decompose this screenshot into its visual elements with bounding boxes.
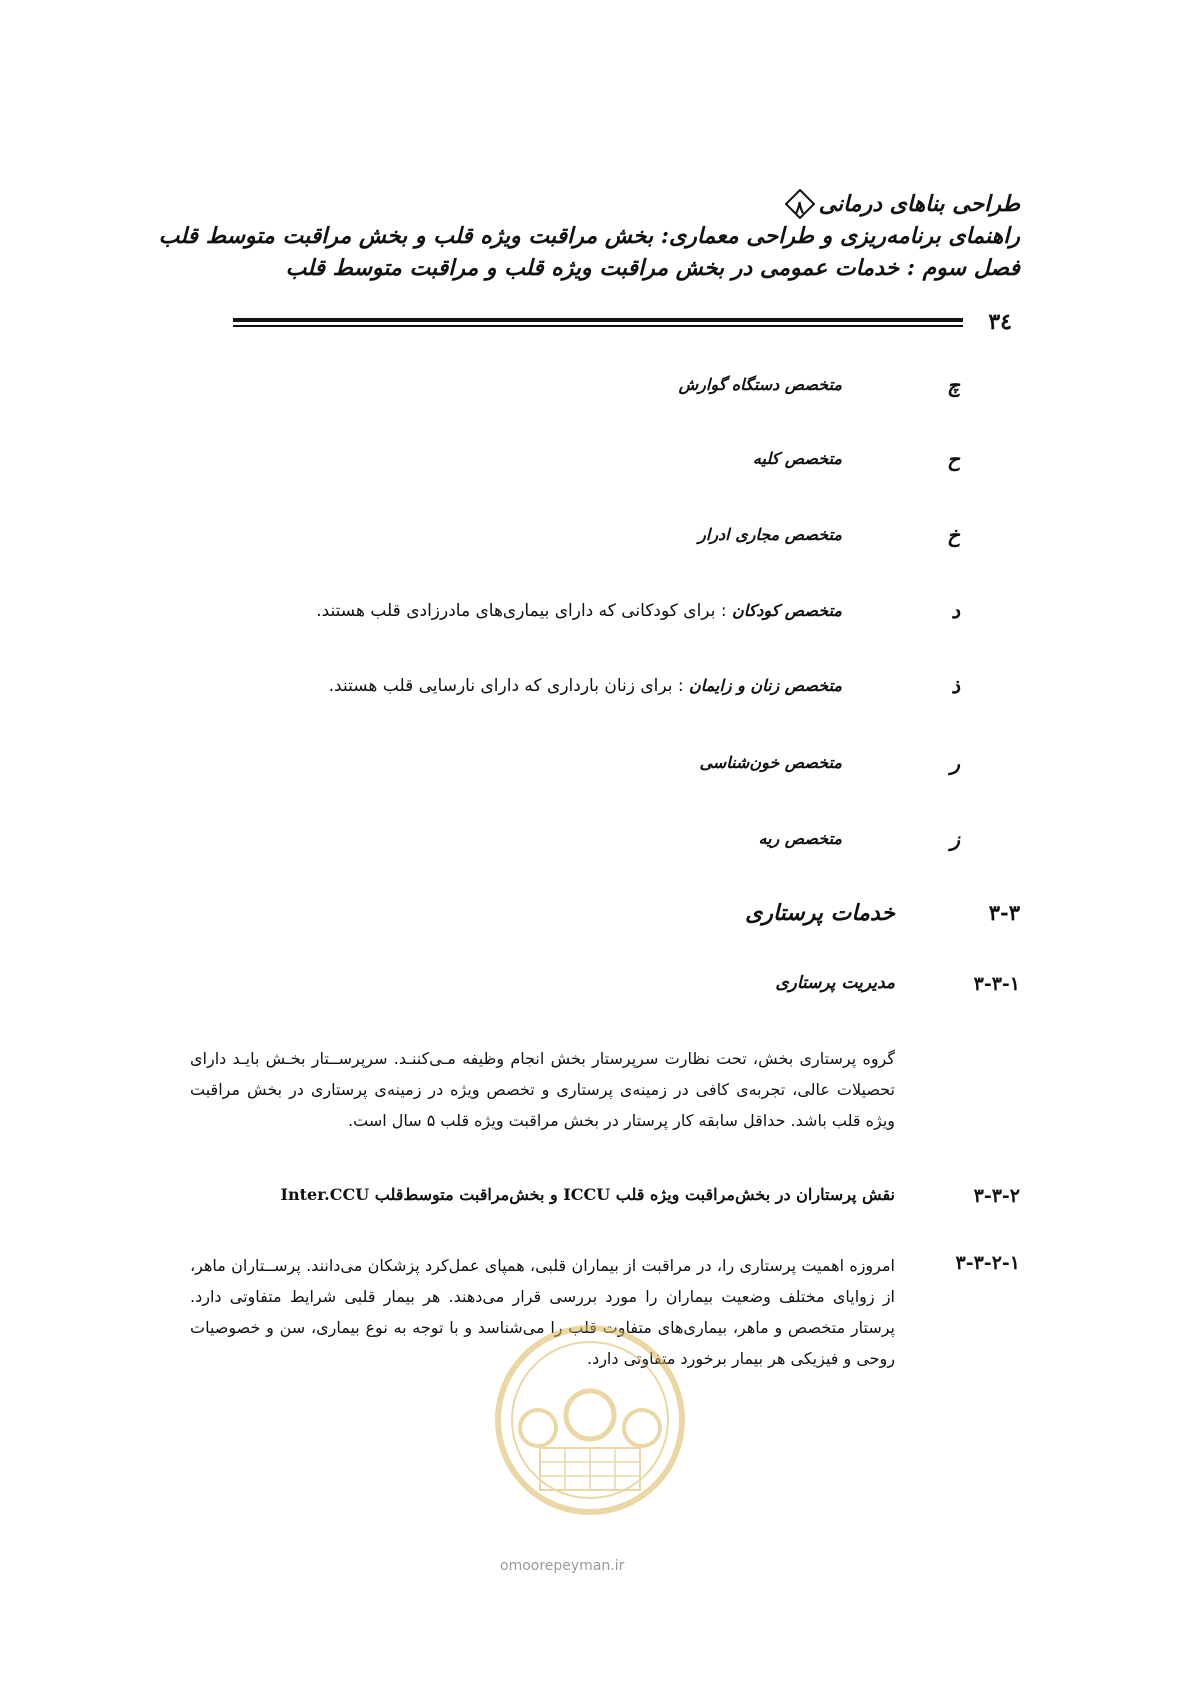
section-heading <box>190 900 1020 934</box>
specialty: متخصص کلیه <box>752 449 842 468</box>
nursing-management-paragraph: گروه پرستاری بخش، تحت نظارت سرپرستار بخش انجام وظیفه مـی‌کننـد. سرپرســتار بخـش بایـد دارای تحصیلات عالی، تجربه‌ی کافی در زمینه‌ی پرستاری و تخصص ویژه در زمینه‌ی پرستاری در بخش مراقبت ویژه قلب باشد. حداقل سابقه کار پرستار در بخش مراقبت ویژه قلب ۵ سال است. <box>190 1049 895 1130</box>
item-letter: چ <box>947 373 960 397</box>
section-number: ۳-۳ <box>988 900 1020 925</box>
page-header <box>158 188 1020 284</box>
specialty: متخصص خون‌شناسی <box>699 753 842 772</box>
header-divider <box>233 318 963 327</box>
specialty-note: : برای کودکانی که دارای بیماری‌های مادرزادی قلب هستند. <box>316 601 732 621</box>
specialty-note: : برای زنان بارداری که دارای نارسایی قلب هستند. <box>328 676 690 696</box>
specialty: متخصص کودکان <box>731 601 842 620</box>
subsection-heading <box>190 1185 1020 1215</box>
document-subtitle: راهنمای برنامه‌ریزی و طراحی معماری: بخش مراقبت ویژه قلب و بخش مراقبت متوسط قلب <box>158 223 1020 249</box>
subsection-title: مدیریت پرستاری <box>775 973 895 993</box>
divider-thick-line <box>233 318 963 322</box>
item-letter: د <box>951 599 960 623</box>
series-number-badge <box>785 189 815 219</box>
nurses-role-paragraph: امروزه اهمیت پرستاری را، در مراقبت از بیماران قلبی، همپای عمل‌کرد پزشکان می‌دانند. پرســتاران ماهر، از زوایای مختلف وضعیت بیماران را مورد بررسی قرار می‌دهند. هر بیمار قلبی شرایط متفاوتی دارد. پرستار متخصص و ماهر، بیماری‌های متفاوت قلب را می‌شناسد و با توجه به نوع بیماری، سن و خصوصیات روحی و فیزیکی هر بیمار برخورد متفاوتی دارد. <box>190 1256 895 1368</box>
series-title-row <box>200 188 1020 220</box>
section-title: خدمات پرستاری <box>745 900 895 926</box>
subsection-number: ۳-۳-۱ <box>973 973 1020 995</box>
specialty: متخصص زنان و زایمان <box>689 676 842 695</box>
seal-watermark-icon <box>490 1320 690 1520</box>
paragraph-number: ۳-۳-۲-۱ <box>955 1252 1020 1274</box>
divider-thin-line <box>233 325 963 327</box>
specialty: متخصص مجاری ادرار <box>698 525 842 544</box>
specialty: متخصص دستگاه گوارش <box>678 375 842 394</box>
watermark-site: omoorepeyman.ir <box>500 1558 625 1574</box>
series-title: طراحی بناهای درمانی <box>818 191 1020 217</box>
subsection-title: نقش پرستاران در بخش‌مراقبت ویژه قلب ICCU و بخش‌مراقبت متوسط‌قلب Inter.CCU <box>280 1185 895 1204</box>
item-letter: ح <box>947 447 960 471</box>
subsection-number: ۳-۳-۲ <box>973 1185 1020 1207</box>
item-letter: ز <box>950 827 960 851</box>
subsection-heading <box>190 973 1020 1003</box>
item-letter: ر <box>950 751 960 775</box>
page-number: ۳٤ <box>988 309 1012 335</box>
specialty: متخصص ریه <box>758 829 842 848</box>
item-letter: ذ <box>951 674 960 698</box>
item-letter: خ <box>947 523 960 547</box>
series-number: ۸ <box>795 198 805 218</box>
chapter-title: فصل سوم : خدمات عمومی در بخش مراقبت ویژه قلب و مراقبت متوسط قلب <box>285 255 1020 281</box>
